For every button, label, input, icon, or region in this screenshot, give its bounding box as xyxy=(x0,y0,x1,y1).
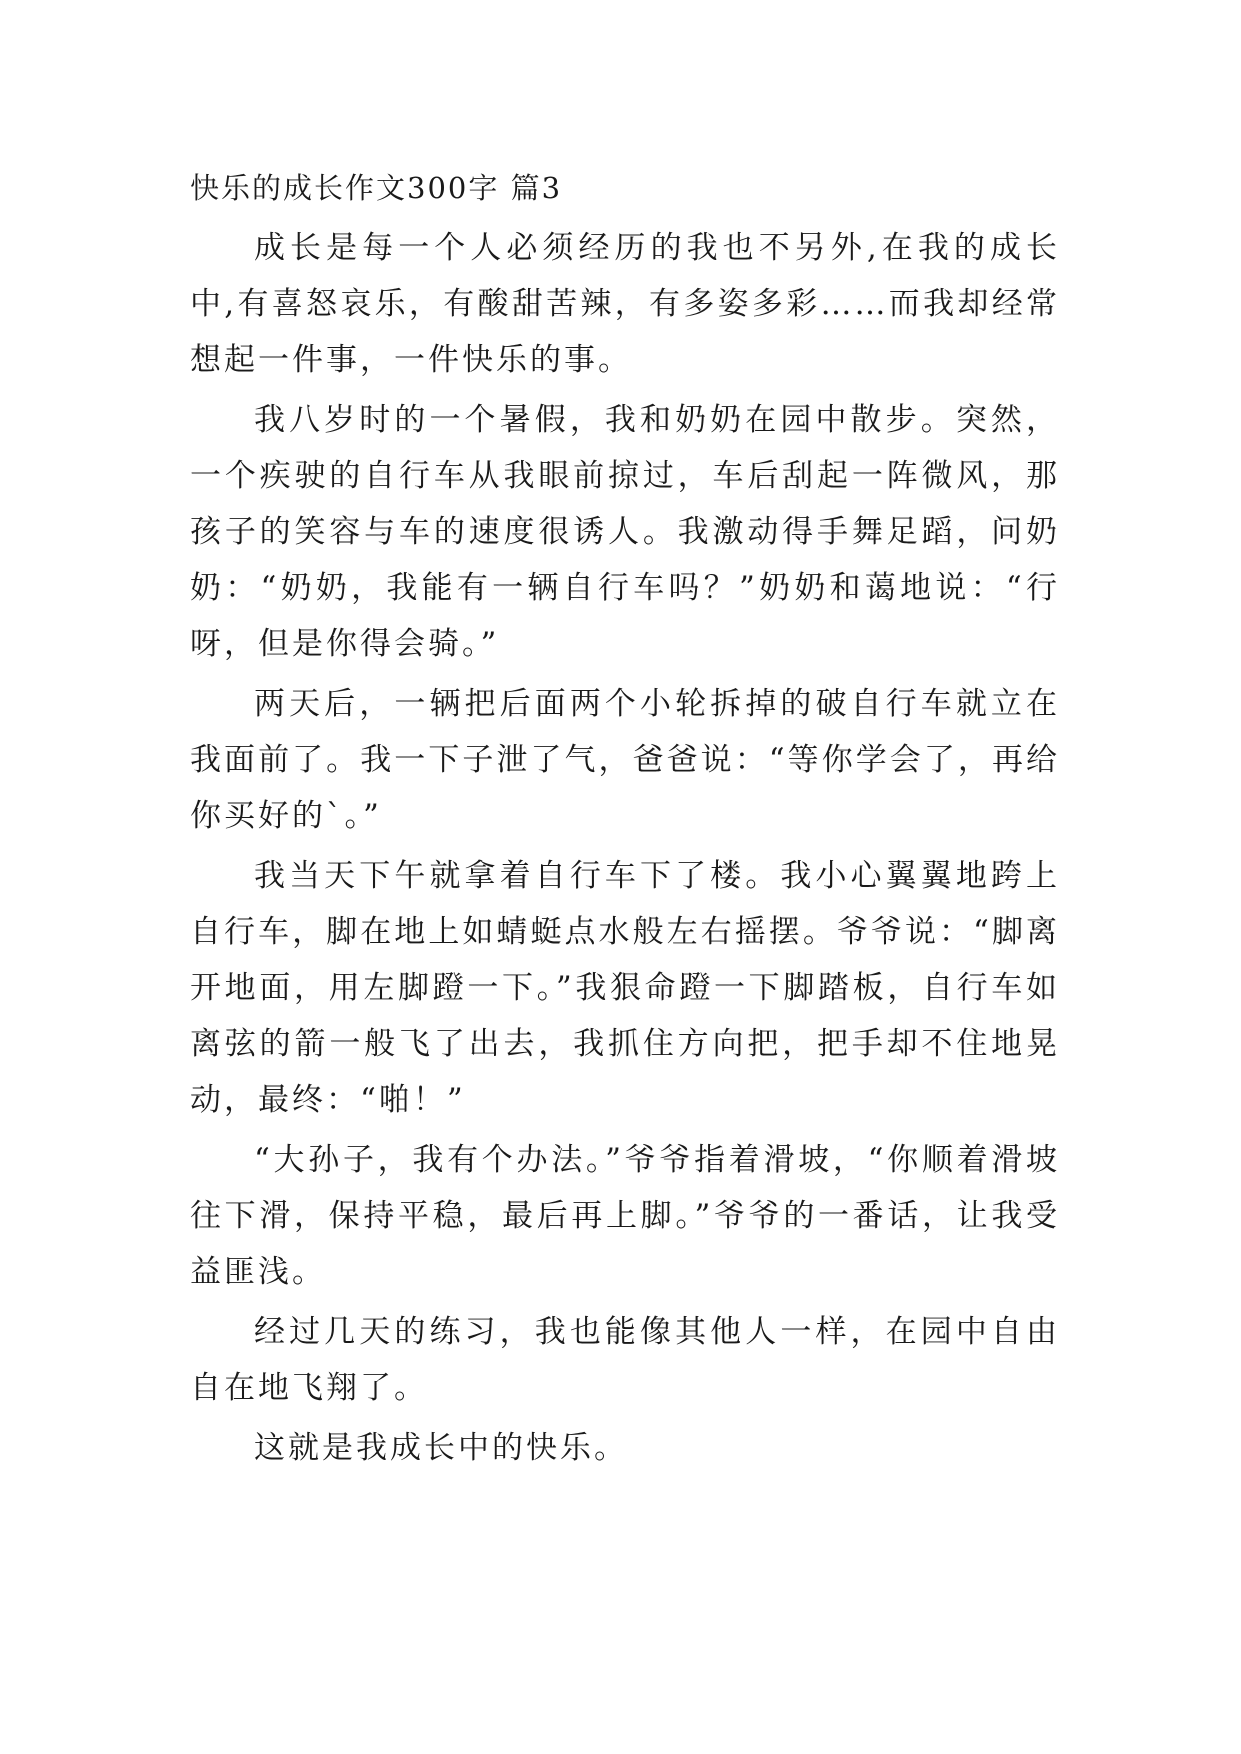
paragraph-5: “大孙子，我有个办法。”爷爷指着滑坡，“你顺着滑坡往下滑，保持平稳，最后再上脚。”爷爷的一番话，让我受益匪浅。 xyxy=(190,1142,1060,1290)
essay-title: 快乐的成长作文300字 篇3 xyxy=(190,171,563,205)
paragraph-2: 我八岁时的一个暑假，我和奶奶在园中散步。突然，一个疾驶的自行车从我眼前掠过，车后刮起一阵微风，那孩子的笑容与车的速度很诱人。我激动得手舞足蹈，问奶奶：“奶奶，我能有一辆自行车吗？”奶奶和蔼地说：“行呀，但是你得会骑。” xyxy=(190,402,1060,662)
paragraph-4: 我当天下午就拿着自行车下了楼。我小心翼翼地跨上自行车，脚在地上如蜻蜓点水般左右摇摆。爷爷说：“脚离开地面，用左脚蹬一下。”我狠命蹬一下脚踏板，自行车如离弦的箭一般飞了出去，我抓住方向把，把手却不住地晃动，最终：“啪！” xyxy=(190,858,1060,1118)
paragraph-6: 经过几天的练习，我也能像其他人一样，在园中自由自在地飞翔了。 xyxy=(190,1314,1060,1406)
paragraph-7: 这就是我成长中的快乐。 xyxy=(254,1430,628,1466)
essay-body xyxy=(190,160,1060,1476)
paragraph-1: 成长是每一个人必须经历的我也不另外,在我的成长中,有喜怒哀乐，有酸甜苦辣，有多姿多彩……而我却经常想起一件事，一件快乐的事。 xyxy=(190,230,1060,378)
paragraph-3: 两天后，一辆把后面两个小轮拆掉的破自行车就立在我面前了。我一下子泄了气，爸爸说：“等你学会了，再给你买好的`。” xyxy=(190,686,1060,834)
